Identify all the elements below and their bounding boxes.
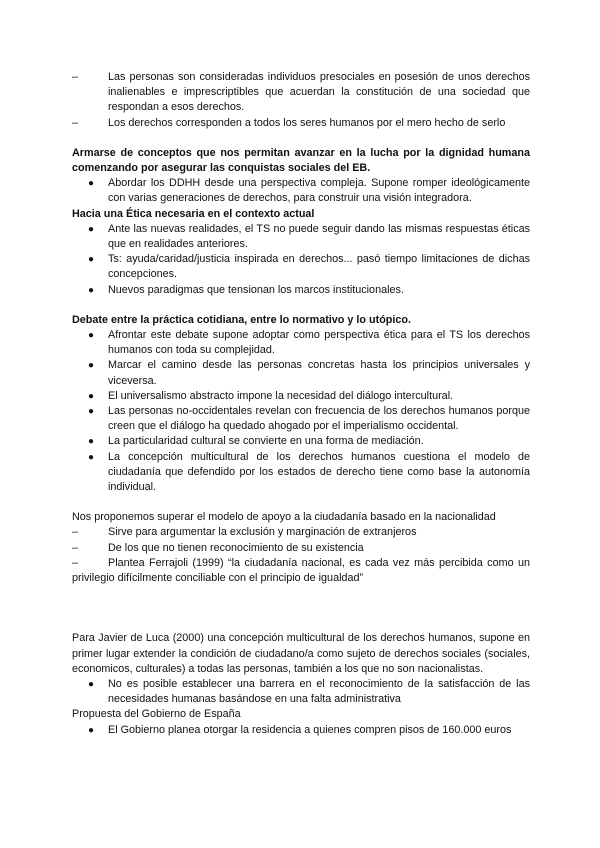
bullet-item: ● El universalismo abstracto impone la necesidad del diálogo intercultural. xyxy=(72,389,530,404)
bullet-item: ● Marcar el camino desde las personas concretas hasta los principios universales y viceversa. xyxy=(88,359,530,387)
dash-marker: – xyxy=(72,541,79,554)
dash-marker: – xyxy=(72,116,79,129)
dash-list-intro xyxy=(72,70,530,131)
bullet-marker: ● xyxy=(88,360,95,372)
section-heading: Debate entre la práctica cotidiana, entre lo normativo y lo utópico. xyxy=(72,313,411,326)
dash-item: – Sirve para argumentar la exclusión y marginación de extranjeros xyxy=(72,525,530,540)
dash-item: – De los que no tienen reconocimiento de su existencia xyxy=(72,541,530,556)
bullet-item: ● Nuevos paradigmas que tensionan los marcos institucionales. xyxy=(72,283,530,298)
bullet-marker: ● xyxy=(88,436,95,448)
bullet-marker: ● xyxy=(88,390,95,402)
bullet-marker: ● xyxy=(88,330,95,342)
bullet-item: ● La particularidad cultural se convierte en una forma de mediación. xyxy=(72,434,530,449)
bullet-item: ● La concepción multicultural de los derechos humanos cuestiona el modelo de ciudadanía que defendido por los estados de derecho tiene como base la autonomía individual. xyxy=(88,450,530,494)
dash-item: – Las personas son consideradas individuos presociales en posesión de unos derechos inalienables e imprescriptibles que acuerdan la constitución de una sociedad que respondan a esos derechos. xyxy=(72,71,530,114)
bullet-item: ● No es posible establecer una barrera en el reconocimiento de la satisfacción de las necesidades humanas basándose en una falta administrativa xyxy=(88,677,530,706)
bullet-marker: ● xyxy=(88,406,95,418)
dash-marker: – xyxy=(72,526,79,539)
bullet-item: ● El Gobierno planea otorgar la residencia a quienes compren pisos de 160.000 euros xyxy=(72,723,530,738)
bullet-item: ● Afrontar este debate supone adoptar como perspectiva ética para el TS los derechos humanos con toda su complejidad. xyxy=(88,329,530,357)
bullet-marker: ● xyxy=(88,451,95,463)
bullet-item: ● Ante las nuevas realidades, el TS no puede seguir dando las mismas respuestas éticas que en realidades anteriores. xyxy=(88,222,530,251)
dash-marker: – xyxy=(72,556,79,569)
bullet-item: ● Las personas no-occidentales revelan con frecuencia de los derechos humanos porque creen que el diálogo ha quedado ahogado por el imperialismo occidental. xyxy=(88,405,530,433)
bullet-item: ● Abordar los DDHH desde una perspectiva compleja. Supone romper ideológicamente con varias generaciones de derechos, para construir una visión integradora. xyxy=(88,177,530,205)
dash-item: – Los derechos corresponden a todos los seres humanos por el mero hecho de serlo xyxy=(72,116,530,131)
bullet-marker: ● xyxy=(88,223,95,235)
dash-item: – Plantea Ferrajoli (1999) “la ciudadanía nacional, es cada vez más percibida como un privilegio difícilmente conciliable con el principio de igualdad” xyxy=(72,556,530,586)
bullet-marker: ● xyxy=(88,284,95,296)
bullet-marker: ● xyxy=(88,678,95,690)
bullet-marker: ● xyxy=(88,178,95,190)
bullet-marker: ● xyxy=(88,724,95,736)
paragraph: Nos proponemos superar el modelo de apoyo a la ciudadanía basado en la nacionalidad xyxy=(72,511,496,524)
section-heading: Armarse de conceptos que nos permitan avanzar en la lucha por la dignidad humana comenzando por asegurar las conquistas sociales del EB. xyxy=(72,146,530,175)
dash-marker: – xyxy=(72,71,79,83)
bullet-item: ● Ts: ayuda/caridad/justicia inspirada en derechos... pasó tiempo limitaciones de dichas concepciones. xyxy=(88,253,530,281)
subheading: Propuesta del Gobierno de España xyxy=(72,708,241,721)
paragraph: Para Javier de Luca (2000) una concepción multicultural de los derechos humanos, supone en primer lugar extender la condición de ciudadano/a como sujeto de derechos sociales (sociales, economicos, culturales) a todas las personas, también a los que no son nacionalistas. xyxy=(72,632,530,675)
section-heading: Hacia una Ética necesaria en el contexto actual xyxy=(72,207,315,220)
document-page xyxy=(72,70,530,738)
bullet-marker: ● xyxy=(88,254,95,266)
